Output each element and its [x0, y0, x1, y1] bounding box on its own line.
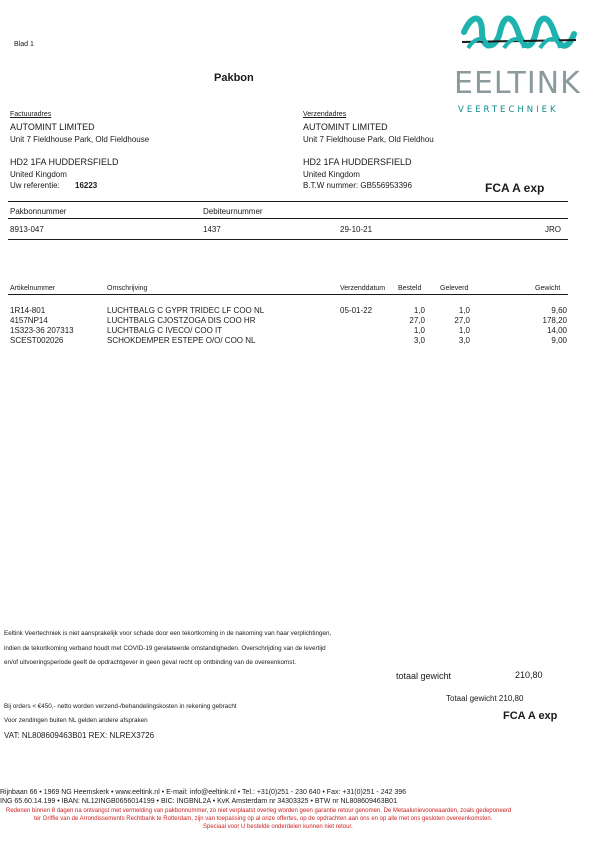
line-besteld: 3,0	[413, 336, 425, 345]
header-table-bottom-line	[8, 239, 568, 240]
factuuradres-company: AUTOMINT LIMITED	[10, 122, 95, 132]
debiteurnummer-label: Debiteurnummer	[203, 207, 263, 216]
incoterm-footer: FCA A exp	[503, 710, 558, 722]
total-weight-value: 210,80	[515, 670, 543, 680]
line-gewicht: 9,00	[551, 336, 567, 345]
pakbonnummer-label: Pakbonnummer	[10, 207, 67, 216]
factuuradres-postal: HD2 1FA HUDDERSFIELD	[10, 157, 119, 167]
line-gewicht: 9,60	[551, 306, 567, 315]
lines-header-line	[8, 294, 568, 295]
line-besteld: 1,0	[413, 326, 425, 335]
line-geleverd: 1,0	[458, 326, 470, 335]
initials: JRO	[545, 225, 561, 234]
shipping-cost-condition: Bij orders < €450,- netto worden verzend-/behandelingskosten in rekening gebracht	[4, 703, 237, 710]
col-geleverd: Geleverd	[440, 285, 469, 292]
document-title: Pakbon	[214, 72, 254, 84]
line-gewicht: 178,20	[542, 316, 567, 325]
line-besteld: 27,0	[409, 316, 425, 325]
header-table-mid-line	[8, 218, 568, 219]
total-weight-summary: Totaal gewicht 210,80	[446, 694, 524, 703]
international-condition: Voor zendingen buiten NL gelden andere afspraken	[4, 717, 148, 724]
footer-bank-line: ING 65.60.14.199 • IBAN: NL12INGB0656014199 • BIC: INGBNL2A • KvK Amsterdam nr 34303325 • BTW nr NL808609463B01	[0, 798, 397, 805]
line-omschrijving: LUCHTBALG C IVECO/ COO IT	[107, 326, 223, 335]
line-artikel: SCEST002026	[10, 336, 64, 345]
total-weight-label: totaal gewicht	[396, 671, 452, 681]
footer-address-line: Rijnbaan 66 • 1969 NG Heemskerk • www.eeltink.nl • E-mail: info@eeltink.nl • Tel.: +31(0)251 - 230 640 • Fax: +31(0)251 - 242 396	[0, 789, 406, 796]
liability-note-1: Eeltink Veertechniek is niet aansprakelijk voor schade door een tekortkoming in de nakoming van haar verplichtingen,	[4, 630, 332, 637]
line-omschrijving: LUCHTBALG C GYPR TRIDEC LF COO NL	[107, 306, 265, 315]
col-omschrijving: Omschrijving	[107, 285, 148, 292]
factuuradres-street: Unit 7 Fieldhouse Park, Old Fieldhouse	[10, 135, 150, 144]
line-geleverd: 27,0	[454, 316, 470, 325]
line-geleverd: 1,0	[458, 306, 470, 315]
line-datum: 05-01-22	[340, 306, 373, 315]
reference-label: Uw referentie:	[10, 181, 60, 190]
line-omschrijving: SCHOKDEMPER ESTEPE O/O/ COO NL	[107, 336, 256, 345]
pakbonnummer-value: 8913-047	[10, 225, 44, 234]
verzendadres-postal: HD2 1FA HUDDERSFIELD	[303, 157, 412, 167]
line-omschrijving: LUCHTBALG CJOSTZOGA DIS COO HR	[107, 316, 256, 325]
reference-value: 16223	[75, 181, 98, 190]
debiteurnummer-value: 1437	[203, 225, 221, 234]
col-verzenddatum: Verzenddatum	[340, 285, 386, 292]
verzendadres-company: AUTOMINT LIMITED	[303, 122, 388, 132]
footer-terms-line-3: Speciaal voor U bestelde onderdelen kunnen niet retour.	[203, 824, 353, 830]
footer-terms-line-2: ter Griffie van de Arrondissements Rechtbank te Rotterdam, zijn van toepassing op al onze offertes, op de opdrachten aan ons en op alle met ons gesloten overeenkomsten.	[34, 816, 493, 822]
col-gewicht: Gewicht	[535, 285, 561, 292]
line-gewicht: 14,00	[546, 326, 567, 335]
verzendadres-heading: Verzendadres	[303, 111, 347, 118]
line-artikel: 1S323-36 207313	[10, 326, 74, 335]
col-artikelnummer: Artikelnummer	[10, 285, 56, 292]
line-artikel: 4157NP14	[10, 316, 48, 325]
verzendadres-country: United Kingdom	[303, 170, 360, 179]
btw-number: B.T.W nummer: GB556953396	[303, 181, 412, 190]
line-besteld: 1,0	[413, 306, 425, 315]
footer-terms-line-1: Redenen binnen 8 dagen na ontvangst met vermelding van pakbonnummer, zo niet verplaatst overleg worden geen garantie retour genomen. De Metaalunievoorwaarden, zoals gedeponeerd	[6, 808, 512, 814]
factuuradres-heading: Factuuradres	[10, 111, 52, 118]
line-artikel: 1R14-801	[10, 306, 46, 315]
page-number: Blad 1	[14, 41, 34, 48]
liability-note-3: en/of uitvoeringsperiode geeft de opdrachtgever in geen geval recht op ontbinding van de overeenkomst.	[4, 659, 296, 666]
line-geleverd: 3,0	[458, 336, 470, 345]
document-date: 29-10-21	[340, 225, 373, 234]
liability-note-2: indien de tekortkoming verband houdt met COVID-19 gerelateerde omstandigheden. Overschrijding van de levertijd	[4, 645, 326, 652]
logo-name: EELTINK	[454, 66, 581, 101]
vat-rex-numbers: VAT: NL808609463B01 REX: NLREX3726	[4, 731, 155, 740]
incoterm-header: FCA A exp	[485, 181, 545, 195]
col-besteld: Besteld	[398, 285, 422, 292]
logo-subtitle: VEERTECHNIEK	[458, 105, 559, 115]
verzendadres-street: Unit 7 Fieldhouse Park, Old Fieldhou	[303, 135, 434, 144]
header-table-top-line	[8, 201, 568, 202]
factuuradres-country: United Kingdom	[10, 170, 67, 179]
